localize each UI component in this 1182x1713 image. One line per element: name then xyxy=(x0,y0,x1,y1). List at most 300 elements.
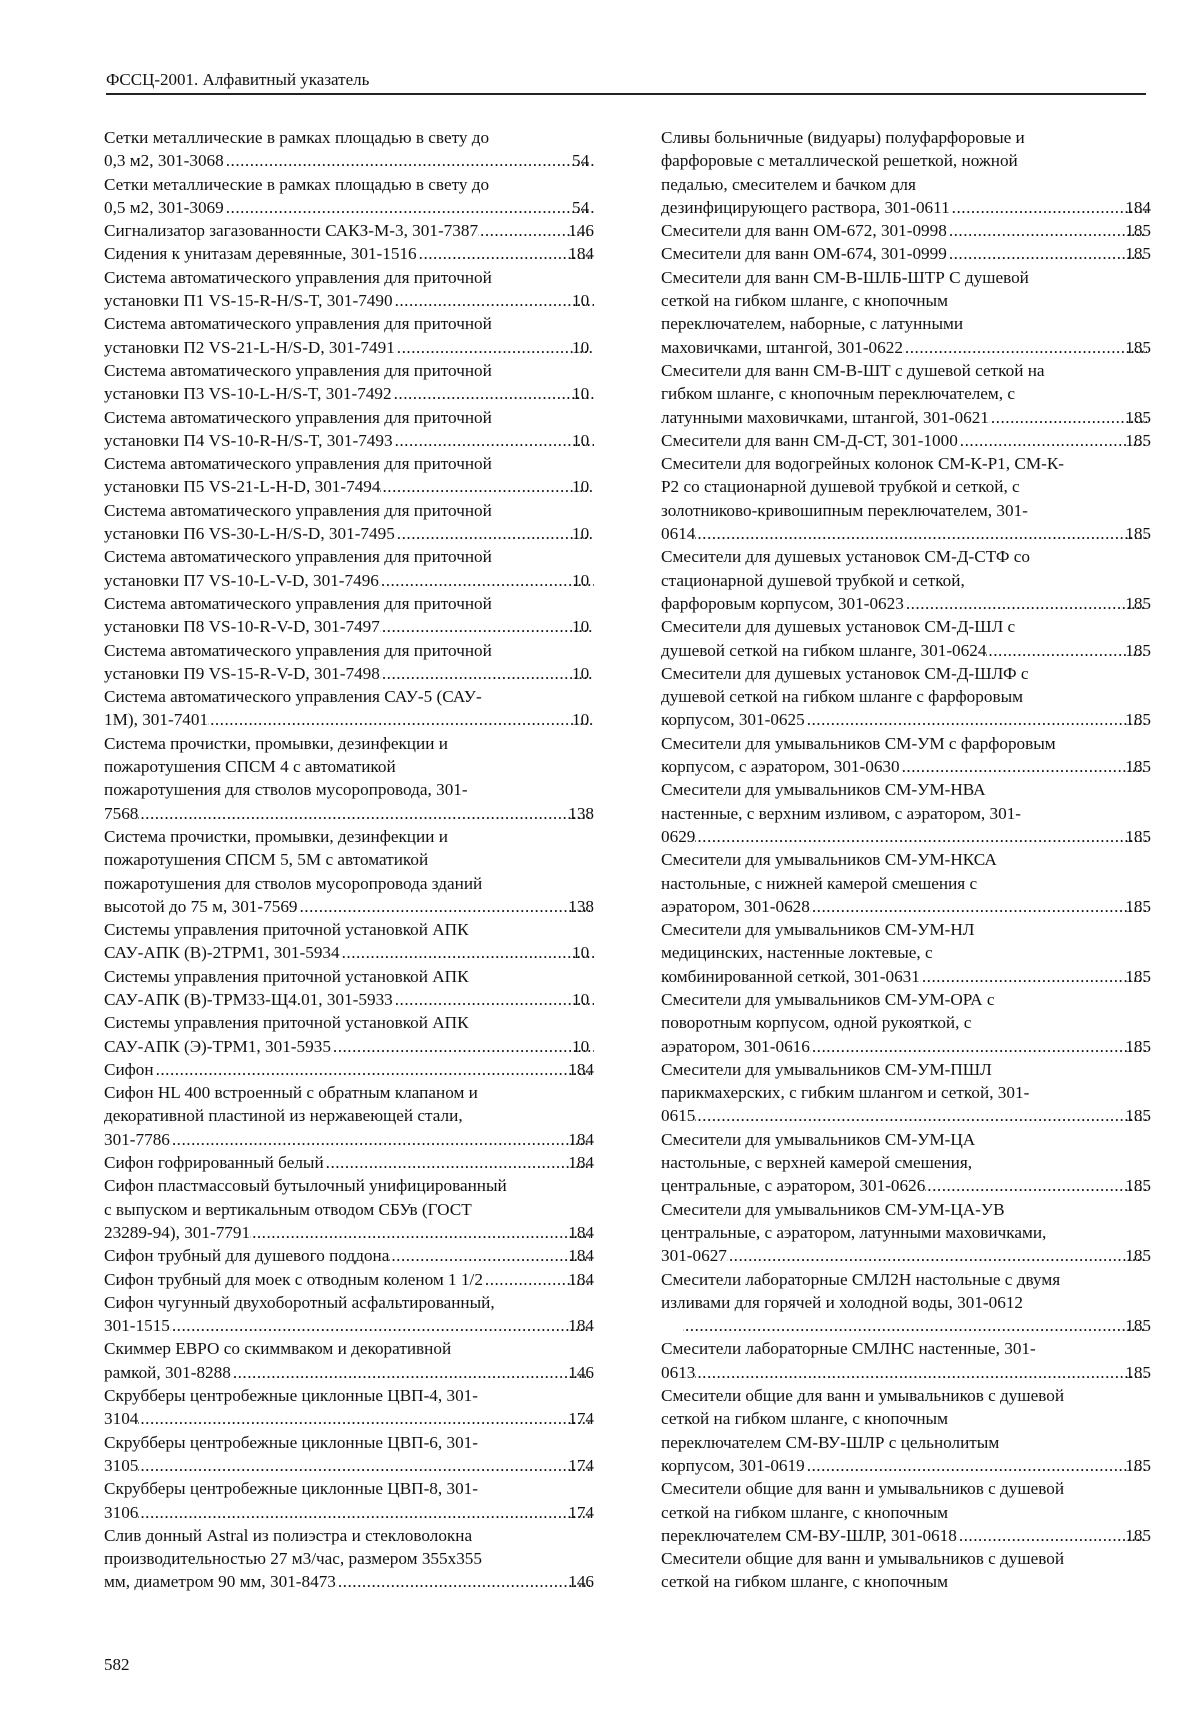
entry-text-line: Смесители для умывальников СМ-УМ-НВА xyxy=(661,780,986,800)
entry-text-line: стационарной душевой трубкой и сеткой, xyxy=(661,570,965,590)
entry-text-line: Сифон пластмассовый бутылочный унифицированный xyxy=(104,1176,507,1196)
index-entry xyxy=(661,1337,1151,1384)
entry-text-line: 23289-94), 301-7791 xyxy=(104,1222,251,1242)
entry-page-ref: 174 xyxy=(568,1455,594,1475)
entry-text-line: настольные, с верхней камерой смешения, xyxy=(661,1153,973,1173)
entry-text-line: Смесители для умывальников СМ-УМ-ЦА-УВ xyxy=(661,1199,1005,1219)
entry-text-line: сеткой на гибком шланге, с кнопочным xyxy=(661,1502,948,1522)
entry-page-ref: 185 xyxy=(1125,1036,1151,1056)
entry-text-line: 0,5 м2, 301-3069 xyxy=(104,197,224,217)
entry-leader-line xyxy=(661,406,1151,429)
index-entry xyxy=(104,359,594,406)
entry-page-ref: 184 xyxy=(568,1269,594,1289)
entry-text-line: Сливы больничные (видуары) полуфарфоровые и xyxy=(661,128,1025,147)
dot-leader xyxy=(958,429,1147,452)
dot-leader xyxy=(138,1454,590,1477)
entry-text-line: Р2 со стационарной душевой трубкой и сеткой, с xyxy=(661,477,1020,497)
entry-page-ref: 185 xyxy=(1125,966,1151,986)
index-entry xyxy=(104,545,594,592)
index-entry xyxy=(661,242,1151,265)
entry-leader-line xyxy=(104,1361,594,1384)
index-entry xyxy=(104,639,594,686)
entry-text-line: Система автоматического управления для приточной xyxy=(104,593,492,613)
entry-text-line: 7568 xyxy=(104,803,139,823)
index-entry xyxy=(104,1244,594,1267)
entry-leader-line xyxy=(661,1244,1151,1267)
entry-leader-line xyxy=(104,1244,594,1267)
entry-page-ref: 185 xyxy=(1125,524,1151,544)
dot-leader xyxy=(950,196,1148,219)
entry-text-line: Сифон xyxy=(104,1059,154,1079)
dot-leader xyxy=(380,662,594,685)
entry-page-ref: 184 xyxy=(568,244,594,264)
entry-text-line: золотниково-кривошипным переключателем, 301- xyxy=(661,500,1028,520)
entry-text-line: гибком шланге, с кнопочным переключателем, с xyxy=(661,384,1016,404)
entry-page-ref: 184 xyxy=(568,1246,594,1266)
entry-text-line: Смесители общие для ванн и умывальников с душевой xyxy=(661,1386,1065,1406)
entry-leader-line xyxy=(661,1454,1151,1477)
index-entry xyxy=(104,1384,594,1431)
entry-text-line: Смесители общие для ванн и умывальников с душевой xyxy=(661,1479,1065,1499)
entry-leader-line xyxy=(661,895,1151,918)
dot-leader xyxy=(417,242,591,265)
entry-text-line: корпусом, 301-0619 xyxy=(661,1455,805,1475)
dot-leader xyxy=(393,289,594,312)
entry-text-line: Смесители для умывальников СМ-УМ-НКСА xyxy=(661,850,997,870)
index-entry xyxy=(661,615,1151,662)
dot-leader xyxy=(805,1454,1148,1477)
dot-leader xyxy=(324,1151,591,1174)
index-entry xyxy=(661,778,1151,848)
dot-leader xyxy=(170,1128,590,1151)
entry-text-line: САУ-АПК (В)-ТРМ33-Щ4.01, 301-5933 xyxy=(104,989,393,1009)
entry-text-line: установки П5 VS-21-L-H-D, 301-7494 xyxy=(104,477,381,497)
dot-leader xyxy=(986,639,1147,662)
index-entry xyxy=(104,1011,594,1058)
entry-text-line: корпусом, 301-0625 xyxy=(661,710,805,730)
index-entry xyxy=(661,545,1151,615)
entry-text-line: Системы управления приточной установкой АПК xyxy=(104,1013,469,1033)
entry-page-ref: 185 xyxy=(1125,757,1151,777)
entry-page-ref: 146 xyxy=(568,221,594,241)
entry-text-line: Сетки металлические в рамках площадью в свету до xyxy=(104,174,490,194)
entry-text-line: Смесители для ванн ОМ-674, 301-0999 xyxy=(661,244,947,264)
index-column-right xyxy=(661,126,1151,1594)
entry-text-line: фарфоровым корпусом, 301-0623 xyxy=(661,593,904,613)
index-entry xyxy=(104,1431,594,1478)
entry-page-ref: 174 xyxy=(568,1409,594,1429)
entry-text-line: парикмахерских, с гибким шлангом и сеткой, 301- xyxy=(661,1083,1030,1103)
entry-text-line: Система автоматического управления для приточной xyxy=(104,500,492,520)
entry-text-line: пожаротушения СПСМ 4 с автоматикой xyxy=(104,757,396,777)
index-entry xyxy=(104,825,594,918)
entry-page-ref: 185 xyxy=(1125,407,1151,427)
dot-leader xyxy=(727,1244,1147,1267)
entry-text-line: Смесители для душевых установок СМ-Д-ШЛФ с xyxy=(661,663,1029,683)
entry-text-line: установки П7 VS-10-L-V-D, 301-7496 xyxy=(104,570,379,590)
entry-leader-line xyxy=(683,1314,1151,1337)
entry-leader-line: САУ-АПК (В)-ТРМ33-Щ4.01, 301-5933 ..... 10 xyxy=(126,988,594,1011)
entry-text-line: 0614 xyxy=(661,524,696,544)
entry-page-ref: 174 xyxy=(568,1502,594,1522)
dot-leader xyxy=(395,522,594,545)
index-entry xyxy=(104,126,594,173)
dot-leader xyxy=(810,895,1147,918)
entry-leader-line: 1М), 301-7401 ..... 10 xyxy=(126,708,594,731)
index-entry xyxy=(104,918,594,965)
entry-leader-line: 0,3 м2, 301-3068 ..... 54 xyxy=(126,149,594,172)
entry-leader-line xyxy=(104,1058,594,1081)
entry-text-line: 0,3 м2, 301-3068 xyxy=(104,151,224,171)
entry-leader-line: установки П4 VS-10-R-H/S-T, 301-7493 ..... 10 xyxy=(126,429,594,452)
entry-text-line: Смесители для ванн СМ-Д-СТ, 301-1000 xyxy=(661,430,958,450)
index-entry xyxy=(661,219,1151,242)
entry-text-line: Сифон чугунный двухоборотный асфальтированный, xyxy=(104,1292,495,1312)
dot-leader xyxy=(154,1058,591,1081)
entry-page-ref: 184 xyxy=(568,1129,594,1149)
entry-leader-line: установки П8 VS-10-R-V-D, 301-7497 ..... 10 xyxy=(126,615,594,638)
dot-leader xyxy=(138,1501,590,1524)
index-entry xyxy=(661,1477,1151,1547)
entry-text-line: Скрубберы центробежные циклонные ЦВП-6, 301- xyxy=(104,1432,478,1452)
entry-text-line: Смесители общие для ванн и умывальников с душевой xyxy=(661,1549,1065,1569)
entry-leader-line: 0,5 м2, 301-3069 ..... 54 xyxy=(126,196,594,219)
entry-text-line: переключателем СМ-ВУ-ШЛР, 301-0618 xyxy=(661,1525,957,1545)
entry-leader-line xyxy=(661,219,1151,242)
entry-leader-line: установки П3 VS-10-L-H/S-T, 301-7492 ..... 10 xyxy=(126,382,594,405)
entry-leader-line xyxy=(661,1104,1151,1127)
dot-leader xyxy=(925,1174,1147,1197)
entry-text-line: Смесители лабораторные СМЛ2Н настольные с двумя xyxy=(661,1269,1061,1289)
entry-text-line: Скиммер ЕВРО со скиммваком и декоративной xyxy=(104,1339,452,1359)
entry-text-line: 0615 xyxy=(661,1106,696,1126)
entry-page-ref: 138 xyxy=(568,803,594,823)
dot-leader xyxy=(393,429,594,452)
dot-leader xyxy=(695,825,1147,848)
entry-text-line: установки П1 VS-15-R-H/S-T, 301-7490 xyxy=(104,291,393,311)
index-entry xyxy=(104,965,594,1012)
dot-leader xyxy=(805,708,1148,731)
dot-leader xyxy=(389,1244,590,1267)
index-entry xyxy=(104,1477,594,1524)
entry-text-line: 301-7786 xyxy=(104,1129,170,1149)
dot-leader xyxy=(695,1361,1147,1384)
entry-text-line: сеткой на гибком шланге, с кнопочным xyxy=(661,1572,948,1592)
entry-page-ref: 184 xyxy=(568,1153,594,1173)
index-entry xyxy=(104,1291,594,1338)
entry-text-line: Смесители для ванн ОМ-672, 301-0998 xyxy=(661,221,947,241)
entry-text-line: 301-0627 xyxy=(661,1246,727,1266)
entry-text-line: Сифон HL 400 встроенный с обратным клапаном и xyxy=(104,1083,478,1103)
dot-leader xyxy=(331,1035,594,1058)
index-entry xyxy=(104,732,594,825)
entry-text-line: корпусом, с аэратором, 301-0630 xyxy=(661,757,900,777)
entry-text-line: Смесители для ванн СМ-В-ШЛБ-ШТР С душевой xyxy=(661,267,1029,287)
entry-leader-line xyxy=(661,639,1151,662)
entry-text-line: Смесители для умывальников СМ-УМ с фарфоровым xyxy=(661,733,1056,753)
entry-text-line: сеткой на гибком шланге, с кнопочным xyxy=(661,291,948,311)
page-header xyxy=(106,70,1146,95)
entry-leader-line: САУ-АПК (Э)-ТРМ1, 301-5935 ..... 10 xyxy=(126,1035,594,1058)
entry-leader-line xyxy=(104,1128,594,1151)
entry-text-line: педалью, смесителем и бачком для xyxy=(661,174,916,194)
entry-text-line: с выпуском и вертикальным отводом СБУв (ГОСТ xyxy=(104,1199,472,1219)
index-entry xyxy=(661,988,1151,1058)
entry-text-line: аэратором, 301-0628 xyxy=(661,896,810,916)
dot-leader xyxy=(392,382,594,405)
dot-leader xyxy=(298,895,591,918)
dot-leader xyxy=(695,522,1147,545)
entry-text-line: Скрубберы центробежные циклонные ЦВП-8, 301- xyxy=(104,1479,478,1499)
entry-text-line: Смесители для умывальников СМ-УМ-НЛ xyxy=(661,920,975,940)
entry-text-line: Смесители для душевых установок СМ-Д-ШЛ с xyxy=(661,617,1016,637)
entry-leader-line: установки П1 VS-15-R-H/S-T, 301-7490 ..... 10 xyxy=(126,289,594,312)
entry-text-line: пожаротушения для стволов мусоропровода зданий xyxy=(104,873,483,893)
index-entry xyxy=(104,312,594,359)
entry-text-line: душевой сеткой на гибком шланге с фарфоровым xyxy=(661,687,1023,707)
entry-text-line: Система автоматического управления САУ-5 (САУ- xyxy=(104,687,482,707)
entry-leader-line xyxy=(104,1407,594,1430)
dot-leader xyxy=(138,802,590,825)
entry-text-line: 0629 xyxy=(661,826,696,846)
entry-page-ref: 185 xyxy=(1125,244,1151,264)
index-entry xyxy=(661,848,1151,918)
entry-leader-line xyxy=(661,708,1151,731)
entry-text-line: пожаротушения для стволов мусоропровода, 301- xyxy=(104,780,468,800)
entry-text-line: Система прочистки, промывки, дезинфекции и xyxy=(104,826,448,846)
entry-text-line: Система автоматического управления для приточной xyxy=(104,314,492,334)
index-entry xyxy=(104,1268,594,1291)
entry-leader-line xyxy=(661,1174,1151,1197)
entry-leader-line xyxy=(661,429,1151,452)
entry-text-line: САУ-АПК (В)-2ТРМ1, 301-5934 xyxy=(104,943,340,963)
entry-text-line: рамкой, 301-8288 xyxy=(104,1362,231,1382)
entry-leader-line: установки П2 VS-21-L-H/S-D, 301-7491 ..... 10 xyxy=(126,336,594,359)
dot-leader xyxy=(957,1524,1147,1547)
index-entry xyxy=(104,452,594,499)
entry-leader-line xyxy=(661,1524,1151,1547)
index-entry xyxy=(661,1128,1151,1198)
entry-page-ref: 146 xyxy=(568,1572,594,1592)
index-entry xyxy=(104,1337,594,1384)
entry-leader-line xyxy=(661,1035,1151,1058)
entry-text-line: центральные, с аэратором, латунными маховичками, xyxy=(661,1222,1047,1242)
index-entry xyxy=(661,1058,1151,1128)
index-entry xyxy=(661,1268,1151,1338)
entry-text-line: дезинфицирующего раствора, 301-0611 xyxy=(661,197,950,217)
entry-text-line: маховичками, штангой, 301-0622 xyxy=(661,337,903,357)
entry-text-line: Системы управления приточной установкой АПК xyxy=(104,966,469,986)
entry-text-line: Смесители лабораторные СМЛНС настенные, 301- xyxy=(661,1339,1036,1359)
dot-leader xyxy=(224,196,594,219)
dot-leader xyxy=(224,149,594,172)
entry-page-ref: 185 xyxy=(1125,337,1151,357)
entry-text-line: Скрубберы центробежные циклонные ЦВП-4, 301- xyxy=(104,1386,478,1406)
dot-leader xyxy=(904,592,1147,615)
entry-page-ref: 185 xyxy=(1125,640,1151,660)
entry-page-ref: 184 xyxy=(568,1059,594,1079)
entry-leader-line xyxy=(104,1454,594,1477)
entry-text-line: настенные, с верхним изливом, с аэратором, 301- xyxy=(661,803,1022,823)
index-entry xyxy=(661,732,1151,779)
entry-text-line: Сифон трубный для моек с отводным коленом 1 1/2 xyxy=(104,1269,483,1289)
entry-text-line: установки П3 VS-10-L-H/S-T, 301-7492 xyxy=(104,384,392,404)
entry-page-ref: 185 xyxy=(1125,1525,1151,1545)
entry-text-line: декоративной пластиной из нержавеющей стали, xyxy=(104,1106,463,1126)
entry-page-ref: 146 xyxy=(568,1362,594,1382)
entry-text-line: установки П6 VS-30-L-H/S-D, 301-7495 xyxy=(104,524,395,544)
entry-text-line: комбинированной сеткой, 301-0631 xyxy=(661,966,920,986)
entry-page-ref: 185 xyxy=(1125,1106,1151,1126)
entry-text-line: латунными маховичками, штангой, 301-0621 xyxy=(661,407,989,427)
dot-leader xyxy=(380,615,594,638)
dot-leader xyxy=(393,988,594,1011)
index-entry xyxy=(104,266,594,313)
index-entry xyxy=(661,918,1151,988)
entry-text-line: Система прочистки, промывки, дезинфекции и xyxy=(104,733,448,753)
entry-leader-line xyxy=(661,965,1151,988)
entry-leader-line xyxy=(661,336,1151,359)
entry-text-line: Система автоматического управления для приточной xyxy=(104,267,492,287)
entry-page-ref: 138 xyxy=(568,896,594,916)
index-entry xyxy=(104,1151,594,1174)
dot-leader xyxy=(695,1104,1147,1127)
page-number: 582 xyxy=(104,1655,130,1674)
dot-leader xyxy=(380,475,594,498)
entry-page-ref: 184 xyxy=(568,1316,594,1336)
entry-text-line: Система автоматического управления для приточной xyxy=(104,407,492,427)
dot-leader xyxy=(683,1314,1147,1337)
entry-text-line: фарфоровые с металлической решеткой, ножной xyxy=(661,151,1018,171)
entry-text-line: 3104 xyxy=(104,1409,139,1429)
dot-leader xyxy=(903,336,1147,359)
entry-page-ref: 185 xyxy=(1125,710,1151,730)
entry-leader-line: установки П9 VS-15-R-V-D, 301-7498 ..... 10 xyxy=(126,662,594,685)
entry-leader-line xyxy=(104,1570,594,1593)
entry-leader-line xyxy=(661,592,1151,615)
entry-page-ref: 185 xyxy=(1125,1362,1151,1382)
entry-text-line: переключателем, наборные, с латунными xyxy=(661,314,964,334)
entry-text-line: настольные, с нижней камерой смешения с xyxy=(661,873,978,893)
entry-text-line: поворотным корпусом, одной рукояткой, с xyxy=(661,1013,972,1033)
entry-text-line: Система автоматического управления для приточной xyxy=(104,547,492,567)
dot-leader xyxy=(900,755,1148,778)
entry-text-line: Сетки металлические в рамках площадью в свету до xyxy=(104,128,490,147)
entry-page-ref: 185 xyxy=(1125,896,1151,916)
index-column-left xyxy=(104,126,594,1594)
entry-text-line: Смесители для умывальников СМ-УМ-ПШЛ xyxy=(661,1059,992,1079)
entry-text-line: сеткой на гибком шланге, с кнопочным xyxy=(661,1409,948,1429)
entry-text-line: медицинских, настенные локтевые, с xyxy=(661,943,933,963)
entry-text-line: центральные, с аэратором, 301-0626 xyxy=(661,1176,926,1196)
entry-text-line: Системы управления приточной установкой АПК xyxy=(104,920,469,940)
index-entry xyxy=(661,1384,1151,1477)
entry-leader-line xyxy=(661,755,1151,778)
entry-leader-line: САУ-АПК (В)-2ТРМ1, 301-5934 ..... 10 xyxy=(126,941,594,964)
entry-leader-line xyxy=(661,825,1151,848)
entry-text-line: 1М), 301-7401 xyxy=(104,710,209,730)
entry-text-line: Система автоматического управления для приточной xyxy=(104,360,492,380)
entry-text-line: мм, диаметром 90 мм, 301-8473 xyxy=(104,1572,336,1592)
index-entry xyxy=(104,406,594,453)
entry-text-line: изливами для горячей и холодной воды, 301-0612 xyxy=(661,1292,1024,1312)
entry-text-line: Сифон трубный для душевого поддона xyxy=(104,1246,390,1266)
entry-text-line: установки П4 VS-10-R-H/S-T, 301-7493 xyxy=(104,430,393,450)
entry-text-line: душевой сеткой на гибком шланге, 301-0624 xyxy=(661,640,987,660)
entry-text-line: аэратором, 301-0616 xyxy=(661,1036,810,1056)
entry-text-line: Система автоматического управления для приточной xyxy=(104,454,492,474)
entry-text-line: 3105 xyxy=(104,1455,139,1475)
entry-page-ref: 185 xyxy=(1125,1246,1151,1266)
dot-leader xyxy=(379,569,594,592)
entry-page-ref: 184 xyxy=(568,1222,594,1242)
entry-leader-line xyxy=(104,242,594,265)
dot-leader xyxy=(336,1570,590,1593)
index-entry xyxy=(661,126,1151,219)
dot-leader xyxy=(989,406,1147,429)
index-entry xyxy=(104,685,594,732)
entry-text-line: установки П2 VS-21-L-H/S-D, 301-7491 xyxy=(104,337,395,357)
entry-page-ref: 184 xyxy=(1125,197,1151,217)
entry-text-line: Смесители для душевых установок СМ-Д-СТФ со xyxy=(661,547,1030,567)
entry-page-ref: 185 xyxy=(1125,430,1151,450)
entry-text-line: Смесители для водогрейных колонок СМ-К-Р1, СМ-К- xyxy=(661,454,1065,474)
entry-text-line: пожаротушения СПСМ 5, 5М с автоматикой xyxy=(104,850,429,870)
index-entry xyxy=(661,429,1151,452)
entry-leader-line xyxy=(104,895,594,918)
index-entry xyxy=(661,1198,1151,1268)
index-entry xyxy=(104,173,594,220)
entry-leader-line: установки П7 VS-10-L-V-D, 301-7496 ..... 10 xyxy=(126,569,594,592)
entry-text-line: Сифон гофрированный белый xyxy=(104,1153,324,1173)
dot-leader xyxy=(810,1035,1147,1058)
index-entry xyxy=(661,359,1151,429)
entry-text-line: Сигнализатор загазованности САКЗ-М-3, 301-7387 xyxy=(104,221,479,241)
entry-leader-line xyxy=(104,1151,594,1174)
entry-text-line: 3106 xyxy=(104,1502,139,1522)
entry-text-line: переключателем СМ-ВУ-ШЛР с цельнолитым xyxy=(661,1432,1000,1452)
index-entry xyxy=(104,1174,594,1244)
entry-page-ref: 185 xyxy=(1125,593,1151,613)
index-entry xyxy=(104,1058,594,1081)
entry-page-ref: 185 xyxy=(1125,1176,1151,1196)
dot-leader xyxy=(138,1407,590,1430)
entry-leader-line xyxy=(104,219,594,242)
entry-leader-line xyxy=(661,196,1151,219)
entry-page-ref: 185 xyxy=(1125,826,1151,846)
entry-text-line: Слив донный Astral из полиэстра и стекловолокна xyxy=(104,1525,473,1545)
index-entry xyxy=(661,266,1151,359)
index-entry xyxy=(104,1081,594,1151)
entry-text-line: установки П8 VS-10-R-V-D, 301-7497 xyxy=(104,617,380,637)
entry-leader-line xyxy=(104,1314,594,1337)
entry-text-line: установки П9 VS-15-R-V-D, 301-7498 xyxy=(104,663,380,683)
entry-text-line: Смесители для ванн СМ-В-ШТ с душевой сеткой на xyxy=(661,360,1045,380)
dot-leader xyxy=(170,1314,590,1337)
entry-leader-line xyxy=(661,1361,1151,1384)
index-entry xyxy=(661,662,1151,732)
dot-leader xyxy=(340,941,594,964)
dot-leader xyxy=(231,1361,590,1384)
index-entry xyxy=(104,219,594,242)
header-title: ФССЦ-2001. Алфавитный указатель xyxy=(106,70,370,89)
entry-text-line: Сидения к унитазам деревянные, 301-1516 xyxy=(104,244,417,264)
dot-leader xyxy=(395,336,594,359)
dot-leader xyxy=(208,708,594,731)
entry-leader-line xyxy=(104,1268,594,1291)
index-entry xyxy=(661,452,1151,545)
entry-text-line: 301-1515 xyxy=(104,1316,170,1336)
